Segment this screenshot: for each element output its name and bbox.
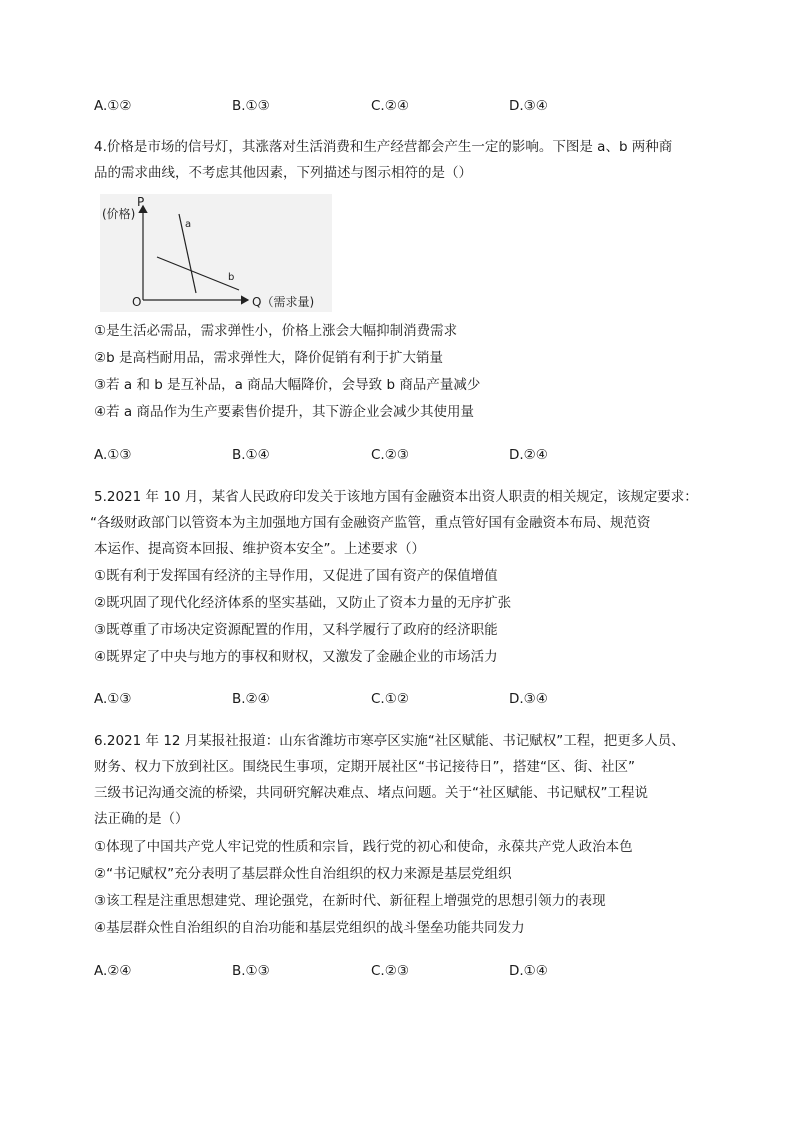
curve-b-label: b: [228, 272, 235, 283]
q4-item-2: ②b 是高档耐用品，需求弹性大，降价促销有利于扩大销量: [94, 350, 443, 366]
q6-stem-line-4: 法正确的是（）: [94, 811, 189, 827]
q4-options: [94, 446, 734, 464]
origin-label: O: [132, 295, 142, 309]
q4-stem-line-2: 品的需求曲线，不考虑其他因素，下列描述与图示相符的是（）: [94, 165, 472, 181]
q6-item-4: ④基层群众性自治组织的自治功能和基层党组织的战斗堡垒功能共同发力: [94, 920, 525, 936]
q6-options: [94, 962, 734, 980]
q5-stem-line-2: “各级财政部门以管资本为主加强地方国有金融资产监管，重点管好国有金融资本布局、规范资: [90, 515, 651, 531]
q4-option-c[interactable]: C.②③: [371, 447, 409, 463]
q5-option-d[interactable]: D.③④: [509, 691, 548, 707]
q4-option-a[interactable]: A.①③: [94, 447, 132, 463]
q3-option-b[interactable]: B.①③: [232, 98, 270, 114]
q6-option-a[interactable]: A.②④: [94, 963, 132, 979]
q5-option-a[interactable]: A.①③: [94, 691, 132, 707]
price-axis-label: (价格): [102, 207, 136, 221]
q6-option-b[interactable]: B.①③: [232, 963, 270, 979]
curve-a-label: a: [185, 219, 192, 230]
q3-option-a[interactable]: A.①②: [94, 98, 132, 114]
q6-stem-line-1: 6.2021 年 12 月某报社报道：山东省潍坊市寒亭区实施“社区赋能、书记赋权”工程，把更多人员、: [94, 733, 685, 749]
q5-item-3: ③既尊重了市场决定资源配置的作用，又科学履行了政府的经济职能: [94, 622, 498, 638]
q6-item-2: ②“书记赋权”充分表明了基层群众性自治组织的权力来源是基层党组织: [94, 866, 512, 882]
q5-item-1: ①既有利于发挥国有经济的主导作用，又促进了国有资产的保值增值: [94, 568, 498, 584]
q5-item-2: ②既巩固了现代化经济体系的坚实基础，又防止了资本力量的无序扩张: [94, 595, 512, 611]
q-axis-label: Q（需求量): [252, 295, 315, 309]
q3-option-d[interactable]: D.③④: [509, 98, 548, 114]
q6-stem-line-3: 三级书记沟通交流的桥梁，共同研究解决难点、堵点问题。关于“社区赋能、书记赋权”工程说: [94, 785, 648, 801]
q3-options: [94, 97, 734, 115]
q5-stem-line-1: 5.2021 年 10 月，某省人民政府印发关于该地方国有金融资本出资人职责的相关规定，该规定要求：: [94, 489, 698, 505]
q6-option-c[interactable]: C.②③: [371, 963, 409, 979]
q5-item-4: ④既界定了中央与地方的事权和财权，又激发了金融企业的市场活力: [94, 649, 498, 665]
q4-option-d[interactable]: D.②④: [509, 447, 548, 463]
q4-item-3: ③若 a 和 b 是互补品，a 商品大幅降价，会导致 b 商品产量减少: [94, 377, 481, 393]
q6-option-d[interactable]: D.①④: [509, 963, 548, 979]
q5-stem-line-3: 本运作、提高资本回报、维护资本安全”。上述要求（）: [94, 541, 425, 557]
q4-stem-line-1: 4.价格是市场的信号灯，其涨落对生活消费和生产经营都会产生一定的影响。下图是 a、b 两种商: [94, 139, 673, 155]
q4-item-1: ①是生活必需品，需求弹性小，价格上涨会大幅抑制消费需求: [94, 323, 458, 339]
q6-item-1: ①体现了中国共产党人牢记党的性质和宗旨，践行党的初心和使命，永葆共产党人政治本色: [94, 839, 633, 855]
q5-options: [94, 690, 734, 708]
q5-option-c[interactable]: C.①②: [371, 691, 409, 707]
demand-curve-b: [157, 257, 239, 290]
p-axis-label: P: [137, 195, 145, 209]
q6-stem-line-2: 财务、权力下放到社区。围绕民生事项，定期开展社区“书记接待日”，搭建“区、街、社区”: [94, 759, 635, 775]
demand-curve-graph: [100, 194, 332, 312]
q6-item-3: ③该工程是注重思想建党、理论强党，在新时代、新征程上增强党的思想引领力的表现: [94, 893, 606, 909]
q4-option-b[interactable]: B.①④: [232, 447, 270, 463]
q3-option-c[interactable]: C.②④: [371, 98, 409, 114]
q5-option-b[interactable]: B.②④: [232, 691, 270, 707]
q4-item-4: ④若 a 商品作为生产要素售价提升，其下游企业会减少其使用量: [94, 404, 474, 420]
